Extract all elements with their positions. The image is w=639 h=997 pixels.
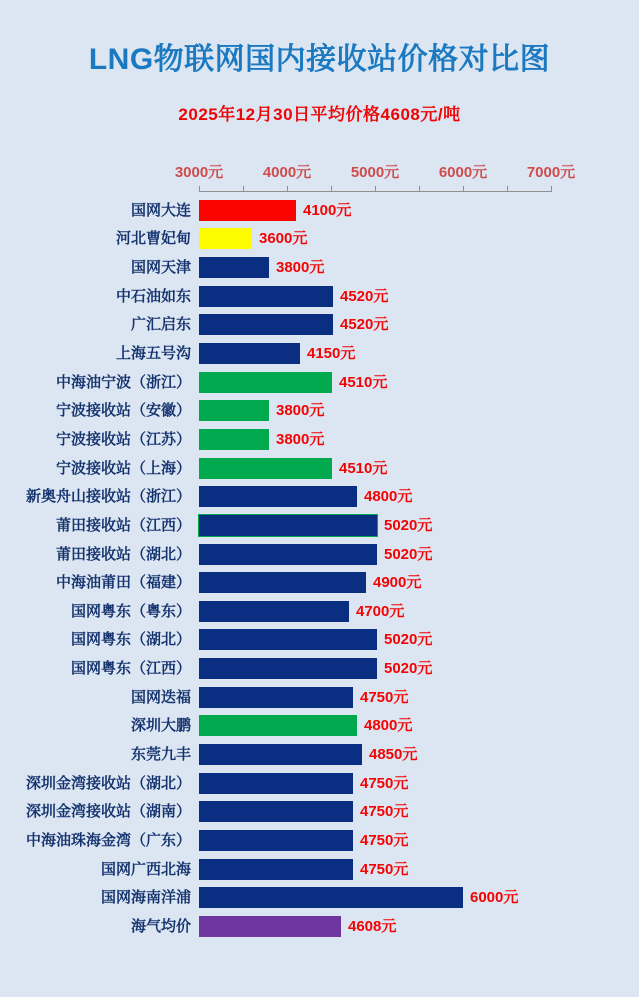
bar-row [0, 311, 639, 340]
x-axis-tick-mark [287, 186, 288, 191]
bar-row [0, 797, 639, 826]
bar-row [0, 855, 639, 884]
bar [199, 228, 252, 249]
bar-value-label: 6000元 [470, 889, 519, 907]
bar-label: 国网迭福 [130, 688, 191, 706]
bar-value-label: 5020元 [384, 516, 433, 534]
bar [199, 257, 269, 278]
bar-row [0, 568, 639, 597]
bar-label: 深圳金湾接收站（湖南） [25, 803, 191, 821]
x-axis-tick-mark [331, 186, 332, 191]
bar-value-label: 5020元 [384, 660, 433, 678]
bar-label: 河北曹妃甸 [115, 230, 191, 248]
bar-value-label: 3800元 [276, 402, 325, 420]
x-axis-tick-mark [463, 186, 464, 191]
bar-label: 深圳金湾接收站（湖北） [25, 774, 191, 792]
bar-value-label: 4750元 [360, 688, 409, 706]
page-title: LNG物联网国内接收站价格对比图 [88, 43, 551, 76]
bar-label: 宁波接收站（上海） [55, 459, 191, 477]
bar [199, 859, 353, 880]
bar-label: 上海五号沟 [115, 345, 191, 363]
bar-row [0, 597, 639, 626]
bar-value-label: 3600元 [259, 230, 308, 248]
x-axis-tick-label: 5000元 [350, 164, 400, 181]
bar-label: 深圳大鹏 [130, 717, 191, 735]
bar [199, 458, 332, 479]
bar [199, 486, 357, 507]
bar-row [0, 253, 639, 282]
bar-label: 国网广西北海 [100, 860, 191, 878]
bar-row [0, 769, 639, 798]
bar-row [0, 883, 639, 912]
bar [199, 429, 269, 450]
bar-value-label: 4800元 [364, 717, 413, 735]
bar [199, 515, 377, 536]
bar-value-label: 5020元 [384, 545, 433, 563]
bar-label: 中海油莆田（福建） [55, 574, 191, 592]
bar-row [0, 540, 639, 569]
bar-row [0, 454, 639, 483]
bar [199, 601, 349, 622]
x-axis-tick-label: 4000元 [262, 164, 312, 181]
bar-row [0, 282, 639, 311]
bar [199, 372, 332, 393]
bar-label: 宁波接收站（江苏） [55, 430, 191, 448]
bar-value-label: 4100元 [303, 201, 352, 219]
bar-label: 宁波接收站（安徽） [55, 402, 191, 420]
x-axis-tick-mark [375, 186, 376, 191]
bar-value-label: 4850元 [369, 745, 418, 763]
bar [199, 887, 463, 908]
bar [199, 200, 296, 221]
bar [199, 773, 353, 794]
bar-value-label: 4750元 [360, 860, 409, 878]
bar-row [0, 196, 639, 225]
bar-value-label: 4900元 [373, 574, 422, 592]
bar [199, 629, 377, 650]
bar-row [0, 654, 639, 683]
bar-label: 莆田接收站（江西） [55, 516, 191, 534]
bar [199, 572, 366, 593]
bar-label: 广汇启东 [130, 316, 191, 334]
x-axis-line [199, 185, 552, 192]
bar-label: 国网粤东（湖北） [70, 631, 191, 649]
x-axis-tick-mark [243, 186, 244, 191]
x-axis-tick-labels [174, 161, 576, 181]
bar-row [0, 368, 639, 397]
bar-label: 中海油珠海金湾（广东） [25, 831, 191, 849]
bar-row [0, 482, 639, 511]
bar-value-label: 5020元 [384, 631, 433, 649]
x-axis-tick-label: 7000元 [526, 164, 576, 181]
bar-label: 莆田接收站（湖北） [55, 545, 191, 563]
bar-value-label: 4750元 [360, 774, 409, 792]
bar-rows [0, 196, 639, 941]
bar [199, 715, 357, 736]
bar-value-label: 4750元 [360, 803, 409, 821]
x-axis-tick-label: 6000元 [438, 164, 488, 181]
x-axis-tick-label: 3000元 [174, 164, 224, 181]
bar-value-label: 4750元 [360, 831, 409, 849]
bar-value-label: 3800元 [276, 430, 325, 448]
bar-label: 国网天津 [130, 259, 191, 277]
page-subtitle: 2025年12月30日平均价格4608元/吨 [178, 105, 461, 124]
bar-value-label: 4510元 [339, 373, 388, 391]
bar-row [0, 683, 639, 712]
x-axis-tick-mark [199, 186, 200, 191]
bar-label: 中海油宁波（浙江） [55, 373, 191, 391]
bar-value-label: 3800元 [276, 259, 325, 277]
bar [199, 400, 269, 421]
bar-value-label: 4520元 [340, 316, 389, 334]
bar [199, 658, 377, 679]
bar-row [0, 511, 639, 540]
bar [199, 801, 353, 822]
bar [199, 744, 362, 765]
bar-row [0, 396, 639, 425]
bar [199, 916, 341, 937]
bar [199, 830, 353, 851]
bar-row [0, 712, 639, 741]
bar-value-label: 4700元 [356, 602, 405, 620]
bar-label: 海气均价 [130, 917, 191, 935]
bar-value-label: 4800元 [364, 488, 413, 506]
bar [199, 544, 377, 565]
bar-label: 国网海南洋浦 [100, 889, 191, 907]
bar-row [0, 626, 639, 655]
bar-row [0, 425, 639, 454]
bar-row [0, 826, 639, 855]
bar [199, 343, 300, 364]
bar [199, 687, 353, 708]
bar-value-label: 4520元 [340, 287, 389, 305]
bar-label: 国网粤东（粤东） [70, 602, 191, 620]
x-axis-tick-mark [551, 186, 552, 191]
x-axis-tick-mark [507, 186, 508, 191]
bar-label: 东莞九丰 [130, 745, 191, 763]
bar-row [0, 225, 639, 254]
bar-label: 国网粤东（江西） [70, 660, 191, 678]
bar-value-label: 4510元 [339, 459, 388, 477]
bar-label: 新奥舟山接收站（浙江） [25, 488, 191, 506]
bar [199, 314, 333, 335]
bar-value-label: 4150元 [307, 345, 356, 363]
bar [199, 286, 333, 307]
bar-label: 国网大连 [130, 201, 191, 219]
bar-label: 中石油如东 [115, 287, 191, 305]
bar-row [0, 339, 639, 368]
bar-row [0, 740, 639, 769]
x-axis-tick-mark [419, 186, 420, 191]
bar-value-label: 4608元 [348, 917, 397, 935]
bar-row [0, 912, 639, 941]
